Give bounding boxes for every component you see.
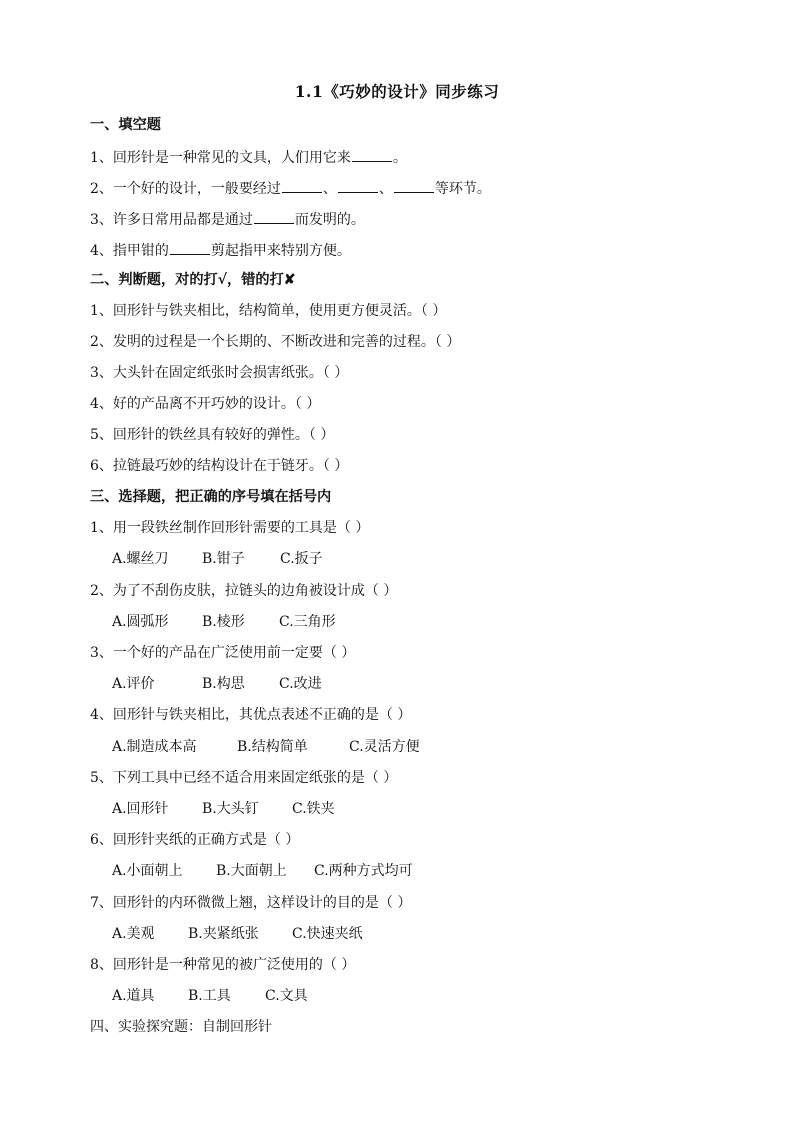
fill-text: 1、回形针是一种常见的文具，人们用它来	[90, 150, 351, 166]
choice-question-6: 6、回形针夹纸的正确方式是（ ）	[90, 832, 300, 848]
option-a: A.制造成本高	[112, 739, 197, 755]
fill-text: 等环节。	[434, 181, 491, 197]
section-heading-choice: 三、选择题，把正确的序号填在括号内	[90, 489, 332, 505]
fill-question-4	[90, 240, 351, 260]
option-a: A.美观	[112, 926, 155, 942]
option-a: A.道具	[112, 988, 155, 1004]
choice-options-4	[112, 738, 420, 756]
choice-options-2	[112, 613, 336, 631]
fill-text: 。	[392, 150, 407, 166]
choice-options-1	[112, 550, 323, 568]
answer-blank	[394, 178, 434, 193]
fill-question-2	[90, 178, 491, 198]
choice-options-6	[112, 862, 413, 880]
fill-text: 、	[322, 181, 337, 197]
option-a: A.圆弧形	[112, 614, 169, 630]
fill-text: 而发明的。	[294, 212, 365, 228]
judge-question-1: 1、回形针与铁夹相比，结构简单，使用更方便灵活。（ ）	[90, 303, 447, 319]
option-c: C.扳子	[280, 551, 323, 567]
answer-blank	[338, 178, 378, 193]
choice-options-3	[112, 675, 322, 693]
option-b: B.构思	[202, 676, 245, 692]
judge-question-5: 5、回形针的铁丝具有较好的弹性。（ ）	[90, 427, 335, 443]
page-title: 1.1《巧妙的设计》同步练习	[294, 82, 500, 101]
fill-question-3	[90, 209, 365, 229]
choice-question-7: 7、回形针的内环微微上翘，这样设计的目的是（ ）	[90, 895, 412, 911]
option-a: A.回形针	[112, 801, 169, 817]
choice-question-3: 3、一个好的产品在广泛使用前一定要（ ）	[90, 645, 356, 661]
judge-question-6: 6、拉链最巧妙的结构设计在于链牙。（ ）	[90, 458, 349, 474]
option-b: B.结构简单	[237, 739, 308, 755]
fill-question-1	[90, 147, 407, 167]
option-c: C.文具	[265, 988, 308, 1004]
option-b: B.钳子	[202, 551, 245, 567]
choice-question-4: 4、回形针与铁夹相比，其优点表述不正确的是（ ）	[90, 707, 412, 723]
option-a: A.评价	[112, 676, 155, 692]
section-heading-fill: 一、填空题	[90, 117, 161, 133]
option-c: C.铁夹	[292, 801, 335, 817]
option-c: C.三角形	[279, 614, 336, 630]
option-b: B.夹紧纸张	[188, 926, 259, 942]
option-c: C.两种方式均可	[314, 863, 413, 879]
fill-text: 4、指甲钳的	[90, 243, 169, 259]
option-c: C.快速夹纸	[292, 926, 363, 942]
choice-options-5	[112, 800, 335, 818]
option-a: A.螺丝刀	[112, 551, 169, 567]
judge-question-3: 3、大头针在固定纸张时会损害纸张。（ ）	[90, 365, 349, 381]
answer-blank	[170, 240, 210, 255]
section-heading-judge: 二、判断题，对的打√，错的打✘	[90, 272, 296, 288]
option-b: B.工具	[188, 988, 231, 1004]
choice-question-8: 8、回形针是一种常见的被广泛使用的（ ）	[90, 957, 356, 973]
fill-text: 、	[378, 181, 393, 197]
fill-text: 3、许多日常用品都是通过	[90, 212, 253, 228]
answer-blank	[282, 178, 322, 193]
section-heading-experiment: 四、实验探究题：自制回形针	[90, 1019, 272, 1035]
option-b: B.大头钉	[202, 801, 259, 817]
answer-blank	[254, 209, 294, 224]
option-a: A.小面朝上	[112, 863, 183, 879]
fill-text: 剪起指甲来特别方便。	[210, 243, 351, 259]
choice-question-5: 5、下列工具中已经不适合用来固定纸张的是（ ）	[90, 770, 398, 786]
judge-question-4: 4、好的产品离不开巧妙的设计。（ ）	[90, 396, 321, 412]
choice-options-8	[112, 987, 308, 1005]
answer-blank	[352, 147, 392, 162]
option-b: B.大面朝上	[216, 863, 287, 879]
option-b: B.棱形	[202, 614, 245, 630]
option-c: C.改进	[279, 676, 322, 692]
judge-question-2: 2、发明的过程是一个长期的、不断改进和完善的过程。（ ）	[90, 334, 461, 350]
fill-text: 2、一个好的设计，一般要经过	[90, 181, 281, 197]
choice-question-2: 2、为了不刮伤皮肤，拉链头的边角被设计成（ ）	[90, 583, 398, 599]
option-c: C.灵活方便	[349, 739, 420, 755]
choice-question-1: 1、用一段铁丝制作回形针需要的工具是（ ）	[90, 520, 370, 536]
choice-options-7	[112, 925, 363, 943]
